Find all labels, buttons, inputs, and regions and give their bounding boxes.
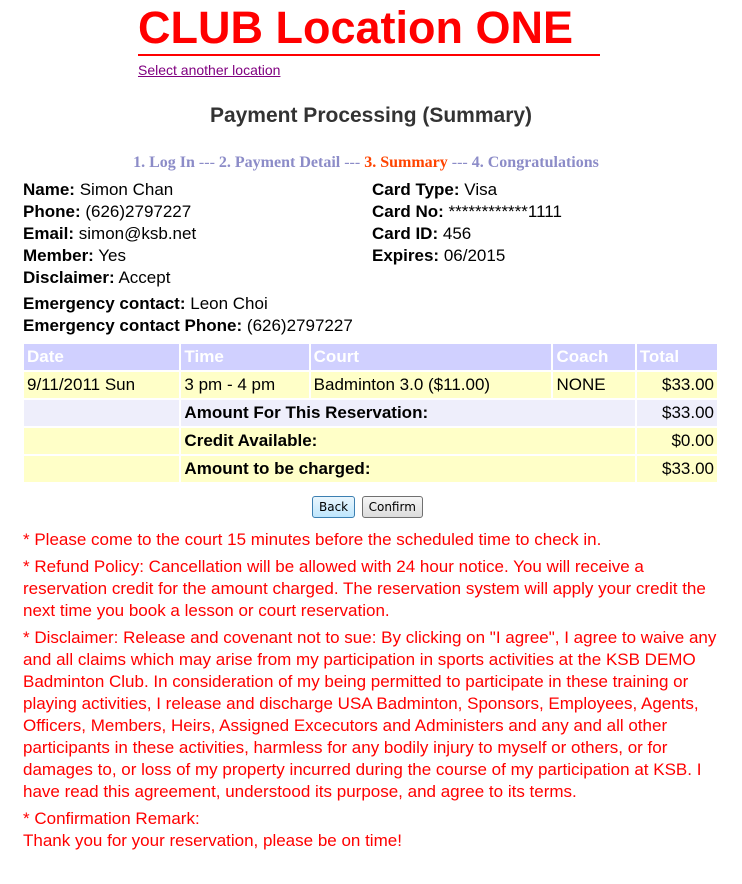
reservation-table bbox=[22, 342, 719, 484]
page-title: Payment Processing (Summary) bbox=[209, 104, 533, 127]
customer-disclaimer: Accept bbox=[118, 268, 171, 287]
step-log-in: 1. Log In bbox=[133, 154, 195, 171]
col-header-coach: Coach bbox=[553, 344, 634, 370]
customer-info bbox=[23, 179, 196, 289]
step-payment-detail: 2. Payment Detail bbox=[218, 154, 341, 171]
step-summary: 3. Summary bbox=[364, 154, 448, 171]
card-id: 456 bbox=[442, 224, 472, 243]
card-type: Visa bbox=[464, 180, 498, 199]
amount-value: $33.00 bbox=[637, 400, 717, 426]
emergency-phone: (626)2797227 bbox=[246, 316, 353, 335]
confirmation-remark-title: * Confirmation Remark: bbox=[23, 809, 200, 828]
table-row bbox=[24, 372, 717, 398]
name-row: Name: Simon Chan bbox=[23, 180, 174, 199]
card-number-row: Card No: ************1111 bbox=[372, 202, 562, 221]
phone-row: Phone: (626)2797227 bbox=[23, 202, 192, 221]
emergency-contact-row: Emergency contact: Leon Choi bbox=[23, 294, 268, 313]
progress-steps bbox=[0, 154, 732, 172]
col-header-total: Total bbox=[637, 344, 717, 370]
emergency-phone-row: Emergency contact Phone: (626)2797227 bbox=[23, 316, 353, 335]
cell-date: 9/11/2011 Sun bbox=[24, 372, 179, 398]
charge-label: Amount to be charged: bbox=[181, 456, 634, 482]
select-location-link[interactable]: Select another location bbox=[138, 62, 281, 78]
col-header-court: Court bbox=[311, 344, 552, 370]
step-separator: --- bbox=[447, 154, 472, 171]
card-expires: 06/2015 bbox=[443, 246, 506, 265]
charge-row bbox=[24, 456, 717, 482]
member-row: Member: Yes bbox=[23, 246, 127, 265]
emergency-info bbox=[23, 293, 353, 337]
charge-value: $33.00 bbox=[637, 456, 717, 482]
credit-value: $0.00 bbox=[637, 428, 717, 454]
card-number: ************1111 bbox=[448, 202, 562, 221]
customer-member: Yes bbox=[98, 246, 127, 265]
step-separator: --- bbox=[340, 154, 365, 171]
back-button[interactable]: Back bbox=[312, 496, 355, 518]
cell-court: Badminton 3.0 ($11.00) bbox=[311, 372, 552, 398]
table-header-row bbox=[24, 344, 717, 370]
customer-name: Simon Chan bbox=[79, 180, 174, 199]
customer-phone: (626)2797227 bbox=[85, 202, 192, 221]
step-separator: --- bbox=[194, 154, 219, 171]
notes-section bbox=[23, 529, 723, 852]
customer-email: simon@ksb.net bbox=[78, 224, 197, 243]
disclaimer-row: Disclaimer: Accept bbox=[23, 268, 171, 287]
action-buttons bbox=[312, 496, 425, 518]
club-title: CLUB Location ONE bbox=[138, 2, 600, 56]
col-header-time: Time bbox=[181, 344, 308, 370]
credit-row bbox=[24, 428, 717, 454]
amount-label: Amount For This Reservation: bbox=[181, 400, 634, 426]
card-id-row: Card ID: 456 bbox=[372, 224, 472, 243]
credit-label: Credit Available: bbox=[181, 428, 634, 454]
step-congratulations: 4. Congratulations bbox=[471, 154, 599, 171]
arrival-note: * Please come to the court 15 minutes before the scheduled time to check in. bbox=[23, 530, 602, 549]
emergency-contact: Leon Choi bbox=[190, 294, 268, 313]
email-row: Email: simon@ksb.net bbox=[23, 224, 197, 243]
cell-time: 3 pm - 4 pm bbox=[181, 372, 308, 398]
card-type-row: Card Type: Visa bbox=[372, 180, 498, 199]
card-info bbox=[372, 179, 562, 267]
refund-policy-note: * Refund Policy: Cancellation will be allowed with 24 hour notice. You will receive a reservation credit for the amount charged. The reservation system will apply your credit the next time you book a lesson or court reservation. bbox=[23, 557, 706, 620]
confirm-button[interactable]: Confirm bbox=[362, 496, 423, 518]
cell-coach: NONE bbox=[553, 372, 634, 398]
cell-total: $33.00 bbox=[637, 372, 717, 398]
amount-row bbox=[24, 400, 717, 426]
disclaimer-note: * Disclaimer: Release and covenant not to sue: By clicking on "I agree", I agree to waive any and all claims which may arise from my participation in sports activities at the KSB DEMO Badminton Club. In consideration of my being permitted to participate in these training or playing activities, I release and discharge USA Badminton, Sponsors, Employees, Agents, Officers, Members, Heirs, Assigned Excecutors and Administers and any and all other participants in these activities, harmless for any bodily injury to myself or others, or for damages to, or loss of my property incurred during the course of my participation at KSB. I have read this agreement, understood its purpose, and agree to its terms. bbox=[23, 628, 717, 801]
card-expires-row: Expires: 06/2015 bbox=[372, 246, 506, 265]
col-header-date: Date bbox=[24, 344, 179, 370]
confirmation-remark: Thank you for your reservation, please be on time! bbox=[23, 831, 402, 850]
